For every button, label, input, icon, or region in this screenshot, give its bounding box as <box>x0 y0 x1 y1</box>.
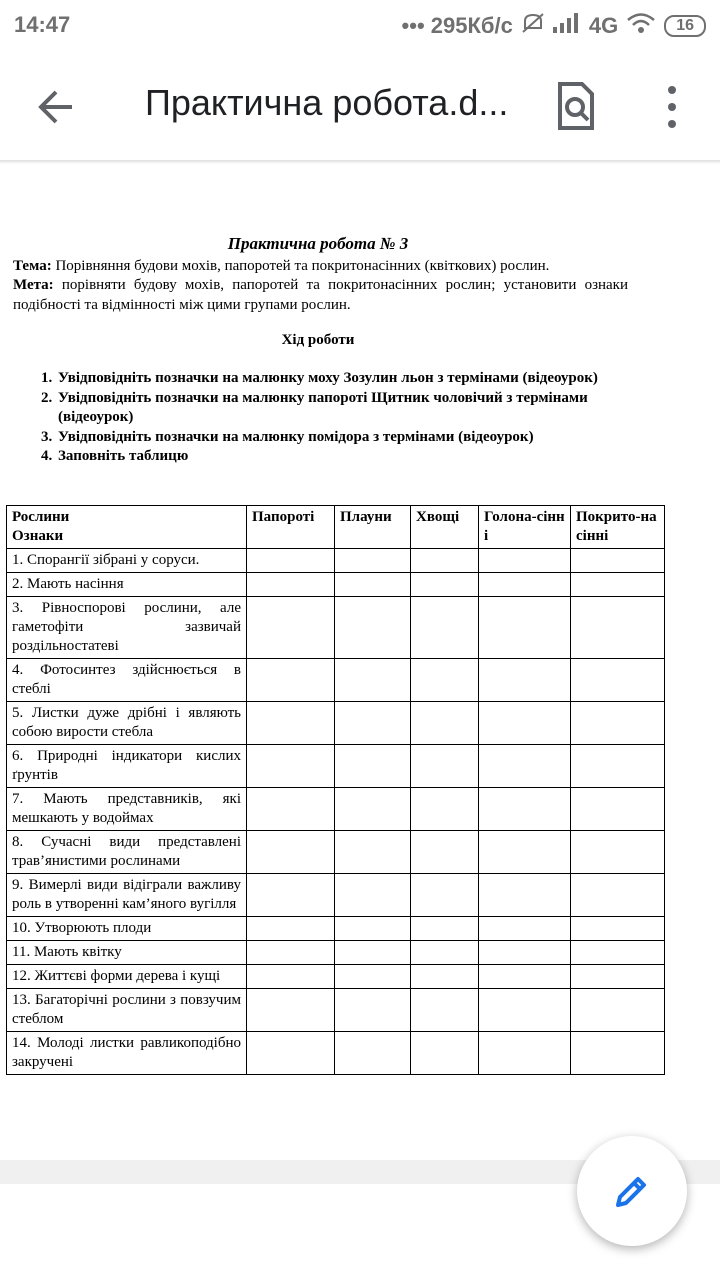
mute-icon <box>521 12 545 40</box>
signal-icon <box>553 13 581 39</box>
comparison-table <box>6 505 665 1075</box>
procedure-list <box>32 369 626 467</box>
row-feature: 4. Фотосинтез здійснюється в стеблі <box>7 659 247 702</box>
more-options-icon[interactable] <box>650 82 694 132</box>
topic-text: Порівняння будови мохів, папоротей та покритонасінних (квіткових) рослин. <box>51 258 550 274</box>
table-row <box>7 573 665 597</box>
row-feature: 13. Багаторічні рослини з повзучим стеблом <box>7 989 247 1032</box>
table-row <box>7 549 665 573</box>
column-header: Хвощі <box>411 506 479 549</box>
goal-label: Мета: <box>13 277 54 293</box>
table-header-row <box>7 506 665 549</box>
status-bar <box>0 0 720 52</box>
topic-line <box>13 256 628 276</box>
goal-paragraph <box>13 275 628 315</box>
app-bar <box>0 52 720 160</box>
table-corner-header <box>7 506 247 549</box>
column-header: Голона-сінні <box>479 506 571 549</box>
wifi-icon <box>626 12 656 40</box>
back-arrow-icon[interactable] <box>30 82 80 132</box>
table-row <box>7 597 665 659</box>
row-feature: 6. Природні індикатори кислих ґрунтів <box>7 745 247 788</box>
document-title: Практична робота.d... <box>145 82 509 123</box>
table-row <box>7 989 665 1032</box>
row-feature: 14. Молоді листки равликоподібно закручені <box>7 1032 247 1075</box>
column-header: Папороті <box>247 506 335 549</box>
table-row <box>7 831 665 874</box>
battery-indicator: 16 <box>664 15 706 37</box>
table-row <box>7 788 665 831</box>
row-feature: 12. Життєві форми дерева і кущі <box>7 965 247 989</box>
table-row <box>7 965 665 989</box>
column-header: Покрито-насінні <box>571 506 665 549</box>
procedure-step: 2. Увідповідніть позначки на малюнку папороті Щитник чоловічий з термінами (відеоурок) <box>56 389 626 428</box>
document-heading: Практична робота № 3 <box>227 234 409 253</box>
table-row <box>7 659 665 702</box>
table-row <box>7 917 665 941</box>
row-feature: 7. Мають представників, які мешкають у водоймах <box>7 788 247 831</box>
row-feature: 10. Утворюють плоди <box>7 917 247 941</box>
column-header: Плауни <box>335 506 411 549</box>
corner-bottom-label: Ознаки <box>12 528 64 544</box>
table-row <box>7 1032 665 1075</box>
procedure-step: 3. Увідповідніть позначки на малюнку помідора з термінами (відеоурок) <box>56 428 626 448</box>
find-in-document-icon[interactable] <box>552 80 600 132</box>
network-type: 4G <box>588 13 619 38</box>
document-page <box>0 164 720 1160</box>
table-row <box>7 745 665 788</box>
pencil-icon <box>612 1171 652 1211</box>
procedure-step: 4. Заповніть таблицю <box>56 447 626 467</box>
corner-top-label: Рослини <box>12 509 70 525</box>
topic-label: Тема: <box>13 258 52 274</box>
table-row <box>7 702 665 745</box>
row-feature: 5. Листки дуже дрібні і являють собою вирости стебла <box>7 702 247 745</box>
row-feature: 8. Сучасні види представлені трав’янистими рослинами <box>7 831 247 874</box>
goal-text: порівняти будову мохів, папоротей та покритонасінних рослин; установити ознаки подібності та відмінності між цими групами рослин. <box>13 277 628 313</box>
procedure-heading: Хід роботи <box>281 332 355 348</box>
procedure-step: 1. Увідповідніть позначки на малюнку моху Зозулин льон з термінами (відеоурок) <box>56 369 626 389</box>
row-feature: 9. Вимерлі види відіграли важливу роль в утворенні кам’яного вугілля <box>7 874 247 917</box>
table-row <box>7 941 665 965</box>
network-speed: ••• 295Кб/с <box>401 13 513 38</box>
table-row <box>7 874 665 917</box>
row-feature: 11. Мають квітку <box>7 941 247 965</box>
status-time: 14:47 <box>14 12 71 37</box>
row-feature: 1. Спорангії зібрані у соруси. <box>7 549 247 573</box>
edit-button[interactable] <box>577 1136 687 1246</box>
row-feature: 2. Мають насіння <box>7 573 247 597</box>
row-feature: 3. Рівноспорові рослини, але гаметофіти зазвичай роздільностатеві <box>7 597 247 659</box>
status-icons <box>402 12 706 40</box>
